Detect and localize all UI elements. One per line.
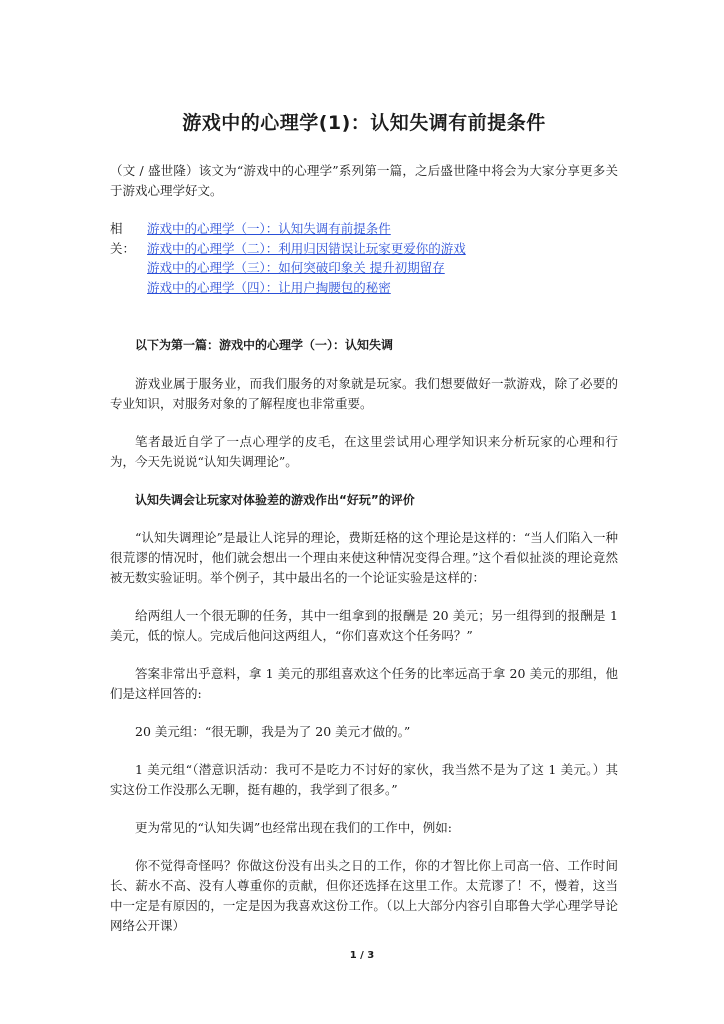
document-page [110, 108, 618, 936]
body-paragraph-4: 给两组人一个很无聊的任务，其中一组拿到的报酬是 20 美元；另一组得到的报酬是 1 美元，低的惊人。完成后他问这两组人，“你们喜欢这个任务吗？” [110, 608, 618, 643]
body-paragraph-5: 答案非常出乎意料，拿 1 美元的那组喜欢这个任务的比率远高于拿 20 美元的那组，他们是这样回答的: [110, 666, 618, 701]
body-paragraph-8: 更为常见的“认知失调”也经常出现在我们的工作中，例如: [135, 820, 452, 835]
related-link-part-2[interactable]: 游戏中的心理学（二）：利用归因错误让玩家更爱你的游戏 [147, 240, 466, 256]
subheading: 认知失调会让玩家对体验差的游戏作出“好玩”的评价 [135, 493, 415, 507]
body-paragraph-1: 游戏业属于服务业，而我们服务的对象就是玩家。我们想要做好一款游戏，除了必要的专业知识，对服务对象的了解程度也非常重要。 [110, 376, 618, 411]
body-paragraph-3: “认知失调理论”是最让人诧异的理论，费斯廷格的这个理论是这样的：“当人们陷入一种很荒谬的情况时，他们就会想出一个理由来使这种情况变得合理。”这个看似扯淡的理论竟然被无数实验证明。举个例子，其中最出名的一个论证实验是这样的： [110, 530, 618, 585]
related-link-part-1[interactable]: 游戏中的心理学（一）：认知失调有前提条件 [147, 221, 391, 236]
page-number: 1 / 3 [349, 950, 375, 961]
related-links-list [147, 219, 466, 297]
document-title: 游戏中的心理学(1)：认知失调有前提条件 [182, 112, 546, 134]
related-link-part-4[interactable]: 游戏中的心理学（四）：让用户掏腰包的秘密 [147, 279, 391, 295]
related-link-part-3[interactable]: 游戏中的心理学（三）：如何突破印象关 提升初期留存 [147, 260, 445, 275]
body-paragraph-7: 1 美元组“（潜意识活动：我可不是吃力不讨好的家伙，我当然不是为了这 1 美元。）其实这份工作没那么无聊，挺有趣的，我学到了很多。” [110, 762, 618, 797]
body-paragraph-9: 你不觉得奇怪吗？你做这份没有出头之日的工作，你的才智比你上司高一倍、工作时间长、薪水不高、没有人尊重你的贡献，但你还选择在这里工作。太荒谬了！不，慢着，这当中一定是有原因的，一定是因为我喜欢这份工作。（以上大部分内容引自耶鲁大学心理学导论网络公开课） [110, 858, 618, 933]
body-paragraph-2: 笔者最近自学了一点心理学的皮毛，在这里尝试用心理学知识来分析玩家的心理和行为，今天先说说“认知失调理论”。 [110, 434, 618, 469]
section-heading: 以下为第一篇：游戏中的心理学（一）：认知失调 [135, 338, 394, 352]
related-articles [110, 219, 618, 297]
intro-paragraph: （文 / 盛世隆）该文为“游戏中的心理学”系列第一篇，之后盛世隆中将会为大家分享更多关于游戏心理学好文。 [110, 163, 618, 198]
related-label: 相关： [110, 221, 136, 256]
body-paragraph-6: 20 美元组：“很无聊，我是为了 20 美元才做的。” [135, 724, 411, 739]
